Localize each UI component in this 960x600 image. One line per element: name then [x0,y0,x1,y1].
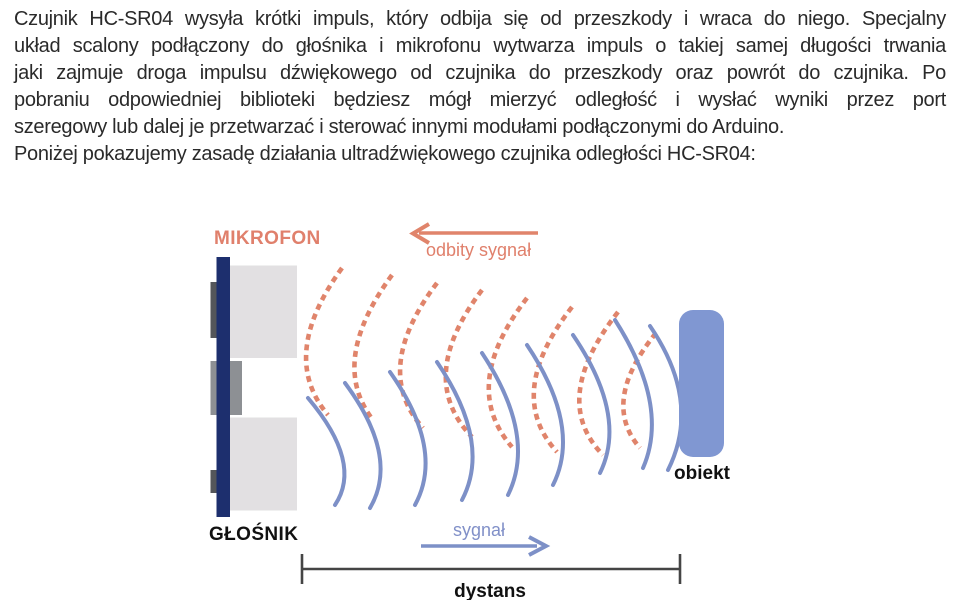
paragraph-line: Poniżej pokazujemy zasadę działania ultradźwiękowego czujnika odległości HC-SR04: [14,143,756,165]
reflected-signal-label: odbity sygnał [426,240,532,260]
speaker-label: GŁOŚNIK [209,524,299,545]
object-label: obiekt [674,463,730,484]
signal-label: sygnał [453,520,506,540]
distance-label: dystans [454,581,526,600]
reflected-wavefronts [306,268,656,455]
microphone-label: MIKROFON [214,228,321,249]
paragraph-line: układ scalony podłączony do głośnika i mikrofonu wytwarza impuls o takiej samej długości trwania [14,35,946,57]
paragraph-line: jaki zajmuje droga impulsu dźwiękowego od czujnika do przeszkody oraz powrót do czujnika. Po [14,62,946,84]
paragraph-line: szeregowy lub dalej je przetwarzać i sterować innymi modułami podłączonymi do Arduino. [14,116,785,138]
paragraph-line: pobraniu odpowiedniej biblioteki będziesz mógł mierzyć odległość i wysłać wyniki przez port [14,89,946,111]
sensor-pcb-bar [217,257,231,517]
object-rect [679,310,724,457]
distance-measure-line [302,554,680,584]
speaker-block [230,418,297,511]
microphone-block [230,266,297,359]
sensor-drawing [211,257,298,517]
paragraph-line: Czujnik HC-SR04 wysyła krótki impuls, który odbija się od przeszkody i wraca do niego. Specjalny [14,8,946,30]
